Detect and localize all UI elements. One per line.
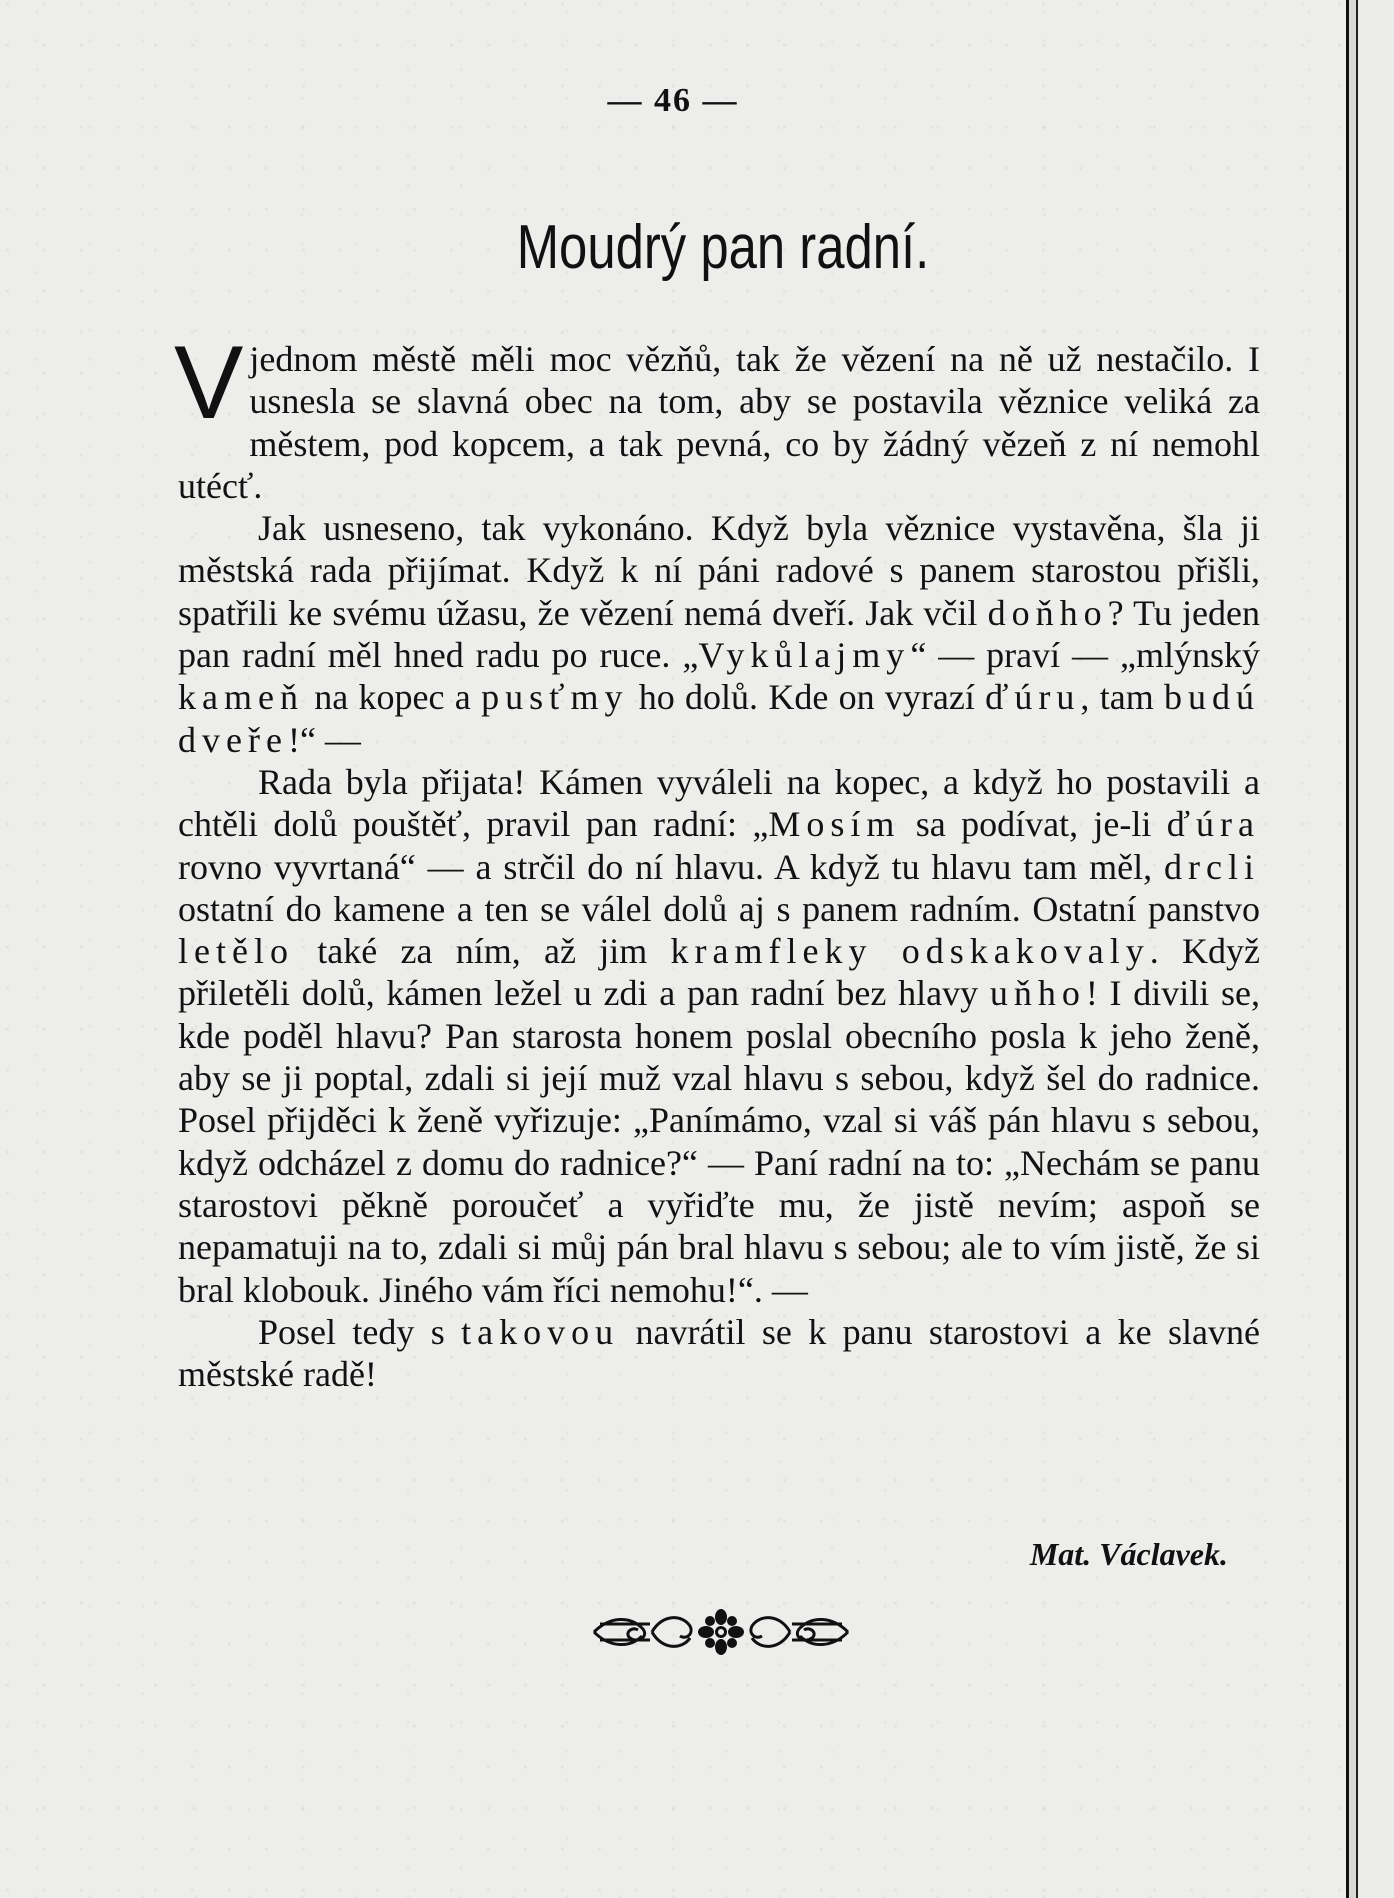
spaced-word: budú dveře: [178, 677, 1260, 760]
spaced-word: uňho: [989, 973, 1086, 1014]
text-run: Jak usneseno, tak vykonáno. Když byla věznice vystavěna, šla ji městská rada přijímat. Když k ní páni radové s panem starostou přišli, spatřili ke svému úžasu, že vězení nemá dveří. Jak včil: [178, 508, 1260, 633]
text-run: ! I divili se, kde poděl hlavu? Pan starosta honem poslal obecního posla k jeho ženě, aby se ji poptal, zdali si její muž vzal hlavu s sebou, když šel do radnice. Posel přijděci k ženě vyřizuje: „Panímámo, vzal si váš pán hlavu s sebou, když odcházel z domu do radnice?“ — Paní radní na to: „Nechám se panu starostovi pěkně poroučeť a vyřiďte mu, že jistě nevím; aspoň se nepamatuji na to, zdali si můj pán bral hlavu s sebou; ale to vím jistě, že si bral klobouk. Jiného vám říci nemohu!“. —: [178, 973, 1260, 1310]
floral-vignette-icon: [590, 1608, 852, 1656]
text-run: také za ním, až jim: [293, 931, 671, 972]
spaced-word: Mosím: [768, 804, 901, 845]
author-signature: Mat. Václavek.: [1029, 1536, 1228, 1572]
text-run: Posel tedy s: [258, 1311, 462, 1352]
text-run: jednom městě měli moc vězňů, tak že vězení na ně už nestačilo. I usnesla se slavná obec na tom, aby se postavila věznice veliká za městem, pod kopcem, a tak pevná, co by žádný vězeň z ní nemohl utécť.: [178, 339, 1260, 506]
text-run: rovno vyvrtaná“ — a strčil do ní hlavu. A když tu hlavu tam měl,: [178, 846, 1165, 887]
text-run: navrátil se k panu starostovi a ke slavné městské radě!: [178, 1311, 1260, 1395]
spaced-word: drcli: [1164, 846, 1260, 887]
story-text: [174, 325, 1260, 1395]
page-number: — 46 —: [607, 82, 739, 119]
text-run: !“ —: [287, 719, 361, 760]
drop-cap: V: [174, 325, 244, 441]
spaced-word: ďúru: [985, 677, 1081, 718]
paragraph: [178, 1311, 1260, 1396]
story-title: Moudrý pan radní.: [516, 213, 930, 282]
text-run: . Když přiletěli dolů, kámen ležel u zdi a pan radní bez hlavy: [178, 931, 1260, 1014]
paragraph: [174, 325, 1260, 507]
spaced-word: Vykůlajmy: [698, 635, 911, 676]
spaced-word: doňho: [987, 592, 1108, 633]
text-run: , tam: [1080, 677, 1164, 718]
spaced-word: letělo: [178, 931, 294, 972]
spaced-word: pusťmy: [481, 677, 629, 718]
text-run: ho dolů. Kde on vyrazí: [628, 677, 986, 718]
text-run: ? Tu jeden pan radní měl hned radu po ruce. „: [178, 592, 1260, 676]
spaced-word: ďúra: [1166, 804, 1260, 845]
text-run: na kopec a: [303, 677, 482, 718]
spaced-word: takovou: [461, 1311, 620, 1352]
spaced-word: kramfleky odskakovaly: [670, 931, 1150, 972]
text-run: sa podívat, je-li: [900, 804, 1167, 845]
spaced-word: kameň: [178, 677, 304, 718]
next-page-edge: [1356, 0, 1394, 1898]
text-run: “ — praví — „mlýnský: [910, 635, 1260, 676]
text-run: ostatní do kamene a ten se válel dolů aj s panem radním. Ostatní panstvo: [178, 888, 1260, 929]
text-run: Rada byla přijata! Kámen vyváleli na kopec, a když ho postavili a chtěli dolů pouštěť, pravil pan radní: „: [178, 761, 1260, 845]
paragraph: [178, 761, 1260, 1311]
paragraph: [178, 507, 1260, 761]
